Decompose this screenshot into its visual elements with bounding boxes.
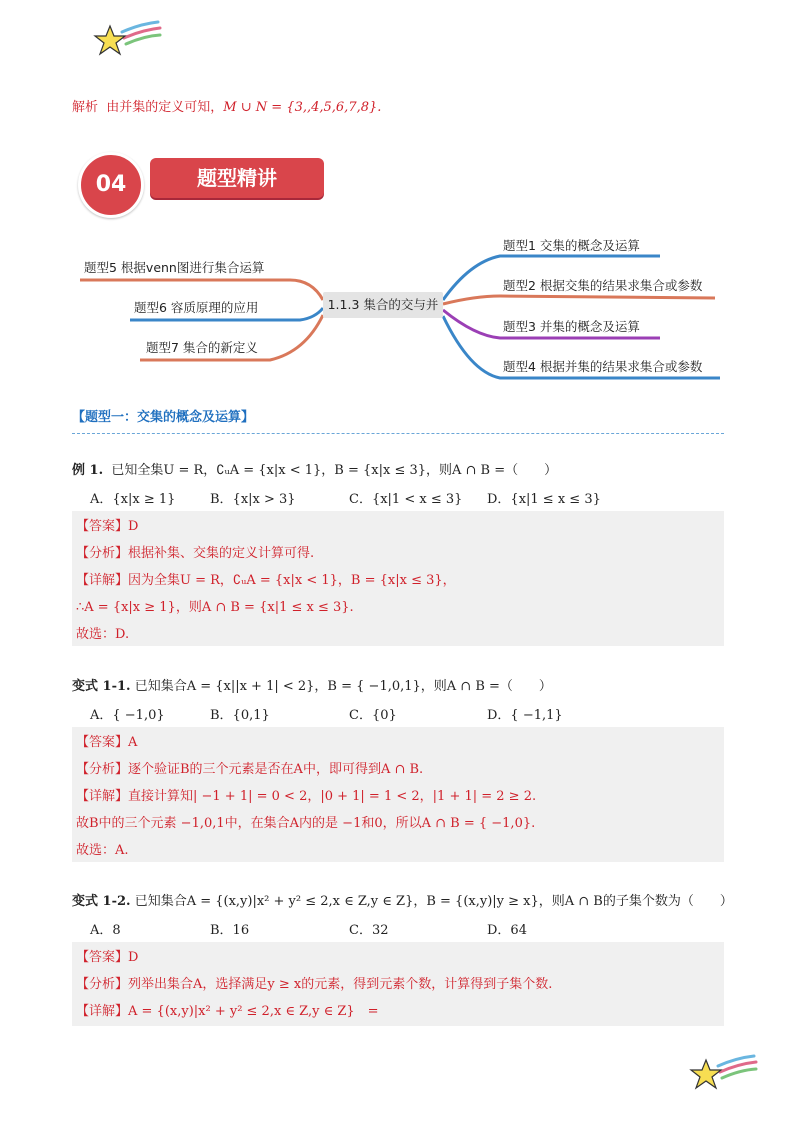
mindmap-node: 题型6 容质原理的应用: [134, 300, 259, 315]
detail-line: 【详解】因为全集U = R，∁ᵤA = {x|x < 1}，B = {x|x ≤ 3}，: [76, 573, 456, 588]
intro-text: 由并集的定义可知，: [106, 100, 224, 115]
question-stem: [72, 890, 733, 909]
analysis-line: 【分析】根据补集、交集的定义计算可得.: [76, 546, 315, 561]
analysis-line: 【分析】列举出集合A，选择满足y ≥ x的元素，得到元素个数，计算得到子集个数.: [76, 977, 553, 992]
mindmap-center-node: 1.1.3 集合的交与并: [323, 292, 443, 318]
choose-line: 故选：A.: [76, 843, 129, 858]
detail-line: 【详解】A = {(x,y)|x² + y² ≤ 2,x ∈ Z,y ∈ Z} =: [76, 1004, 379, 1019]
option-b: B．{x|x > 3}: [210, 492, 296, 507]
option-a: A．{ −1,0}: [90, 708, 165, 723]
dashed-divider: [72, 433, 724, 434]
question-label: 例 1.: [72, 463, 104, 478]
mindmap-node: 题型1 交集的概念及运算: [503, 238, 640, 253]
answer-line: 【答案】D: [76, 519, 139, 534]
analysis-line: 【分析】逐个验证B的三个元素是否在A中，即可得到A ∩ B.: [76, 762, 424, 777]
star-decoration-icon: [688, 1052, 758, 1098]
option-d: D．64: [487, 923, 527, 938]
intro-formula: M ∪ N = {3,,4,5,6,7,8}.: [223, 100, 382, 115]
question-label: 变式 1-1.: [72, 679, 131, 694]
detail-line: 故B中的三个元素 −1,0,1中，在集合A内的是 −1和0，所以A ∩ B = { −1,0}.: [76, 816, 536, 831]
option-a: A．{x|x ≥ 1}: [90, 492, 176, 507]
option-d: D．{ −1,1}: [487, 708, 563, 723]
question-type-heading: 【题型一：交集的概念及运算】: [72, 410, 255, 425]
answer-line: 【答案】D: [76, 950, 139, 965]
question-text: 已知集合A = {x||x + 1| < 2}，B = { −1,0,1}，则A ∩ B =（ ）: [134, 679, 552, 694]
question-stem: [72, 675, 552, 694]
mindmap-node: 题型7 集合的新定义: [146, 340, 258, 355]
mindmap-node: 题型5 根据venn图进行集合运算: [84, 260, 265, 275]
mindmap-node: 题型2 根据交集的结果求集合或参数: [503, 278, 703, 293]
solution-box: [72, 511, 724, 646]
question-label: 变式 1-2.: [72, 894, 131, 909]
section-number-badge: 04: [78, 152, 144, 218]
solution-box: [72, 942, 724, 1026]
option-d: D．{x|1 ≤ x ≤ 3}: [487, 492, 601, 507]
mindmap-node: 题型3 并集的概念及运算: [503, 319, 640, 334]
detail-line: ∴A = {x|x ≥ 1}，则A ∩ B = {x|1 ≤ x ≤ 3}.: [76, 600, 354, 615]
intro-label: 解析: [72, 100, 99, 115]
question-text: 已知集合A = {(x,y)|x² + y² ≤ 2,x ∈ Z,y ∈ Z}，B = {(x,y)|y ≥ x}，则A ∩ B的子集个数为（ ）: [134, 894, 733, 909]
detail-line: 【详解】直接计算知| −1 + 1| = 0 < 2，|0 + 1| = 1 < 2，|1 + 1| = 2 ≥ 2.: [76, 789, 537, 804]
answer-line: 【答案】A: [76, 735, 138, 750]
question-stem: [72, 459, 557, 478]
mindmap-node: 题型4 根据并集的结果求集合或参数: [503, 359, 703, 374]
option-b: B．{0,1}: [210, 708, 270, 723]
option-c: C．{0}: [349, 708, 397, 723]
choose-line: 故选：D.: [76, 627, 130, 642]
option-b: B．16: [210, 923, 250, 938]
question-text: 已知全集U = R，∁ᵤA = {x|x < 1}，B = {x|x ≤ 3}，则A ∩ B =（ ）: [111, 463, 558, 478]
option-a: A．8: [90, 923, 121, 938]
solution-box: [72, 727, 724, 862]
option-c: C．32: [349, 923, 389, 938]
option-c: C．{x|1 < x ≤ 3}: [349, 492, 463, 507]
section-title-banner: 题型精讲: [150, 158, 324, 198]
